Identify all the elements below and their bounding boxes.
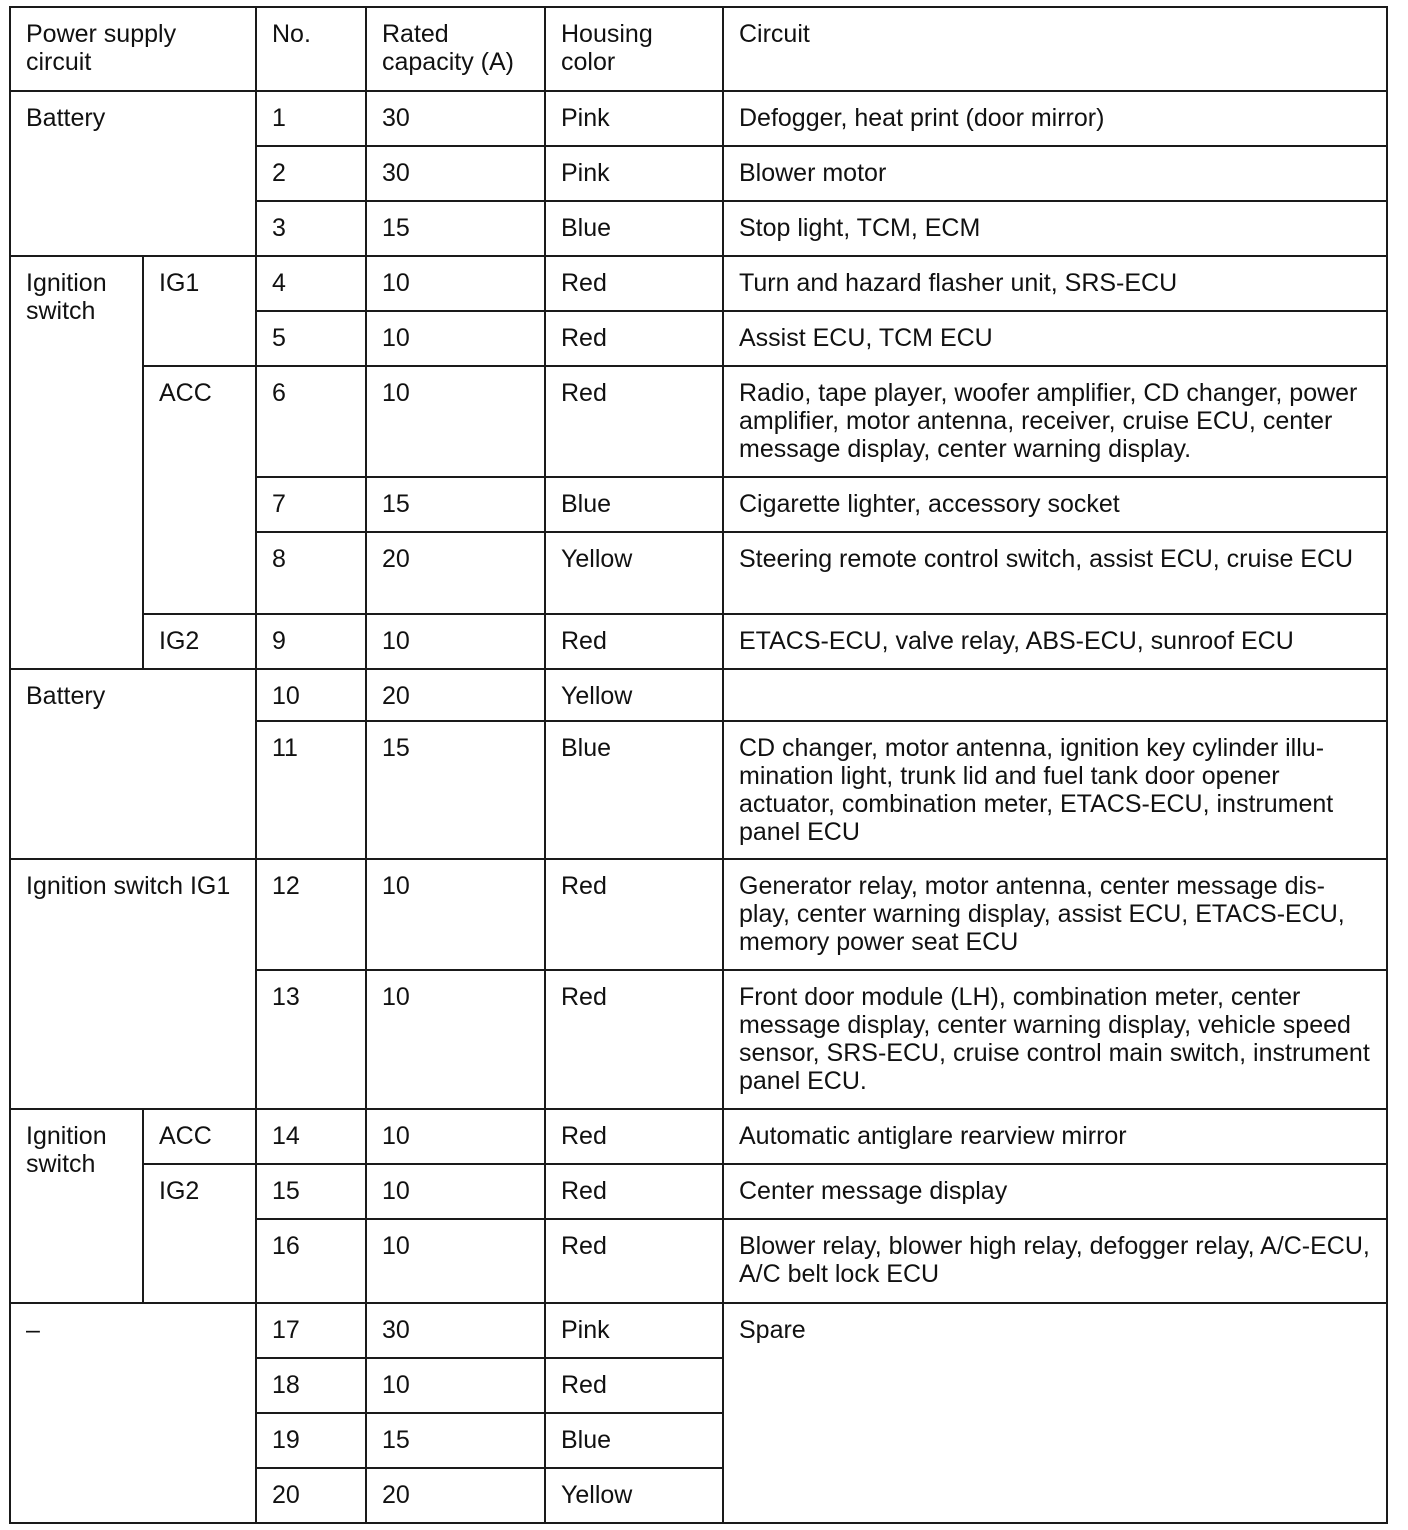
header-housing-color: Housing color <box>545 7 723 91</box>
cell-circuit: Front door module (LH), combination meter, center message display, center warning display, vehicle speed sensor, SRS-ECU, cruise control main switch, instrument panel ECU. <box>723 970 1387 1109</box>
cell-circuit: Blower relay, blower high relay, defogger relay, A/C-ECU, A/C belt lock ECU <box>723 1219 1387 1303</box>
header-rated-capacity: Rated capacity (A) <box>366 7 545 91</box>
cell-capacity: 15 <box>366 201 545 256</box>
cell-no: 3 <box>256 201 366 256</box>
header-circuit: Circuit <box>723 7 1387 91</box>
cell-no: 13 <box>256 970 366 1109</box>
cell-circuit: Defogger, heat print (door mirror) <box>723 91 1387 146</box>
cell-color: Red <box>545 1164 723 1219</box>
cell-capacity: 15 <box>366 477 545 532</box>
cell-color: Red <box>545 1219 723 1303</box>
group-ignition-switch-b: Ignition switch <box>10 1109 143 1303</box>
subgroup-acc-b: ACC <box>143 1109 256 1164</box>
table-row <box>10 1109 1387 1164</box>
cell-spare: Spare <box>723 1303 1387 1523</box>
table-row <box>10 614 1387 669</box>
cell-circuit: Blower motor <box>723 146 1387 201</box>
subgroup-acc: ACC <box>143 366 256 614</box>
cell-color: Yellow <box>545 669 723 721</box>
cell-circuit: Turn and hazard flasher unit, SRS-ECU <box>723 256 1387 311</box>
cell-capacity: 10 <box>366 970 545 1109</box>
cell-no: 19 <box>256 1413 366 1468</box>
cell-color: Yellow <box>545 1468 723 1523</box>
cell-no: 7 <box>256 477 366 532</box>
group-dash: – <box>10 1303 256 1523</box>
cell-capacity: 10 <box>366 1358 545 1413</box>
cell-no: 17 <box>256 1303 366 1358</box>
cell-circuit: Assist ECU, TCM ECU <box>723 311 1387 366</box>
cell-capacity: 30 <box>366 146 545 201</box>
table-row <box>10 1164 1387 1219</box>
cell-capacity: 15 <box>366 1413 545 1468</box>
cell-capacity: 15 <box>366 721 545 859</box>
cell-color: Red <box>545 311 723 366</box>
subgroup-ig2: IG2 <box>143 614 256 669</box>
cell-color: Blue <box>545 721 723 859</box>
cell-color: Red <box>545 970 723 1109</box>
cell-color: Blue <box>545 477 723 532</box>
cell-capacity: 10 <box>366 256 545 311</box>
cell-circuit <box>723 669 1387 721</box>
cell-capacity: 10 <box>366 1219 545 1303</box>
cell-circuit: Steering remote control switch, assist ECU, cruise ECU <box>723 532 1387 614</box>
cell-color: Red <box>545 614 723 669</box>
header-power-supply: Power supply circuit <box>10 7 256 91</box>
cell-no: 16 <box>256 1219 366 1303</box>
cell-no: 12 <box>256 859 366 970</box>
group-ignition-switch-ig1: Ignition switch IG1 <box>10 859 256 1109</box>
cell-no: 9 <box>256 614 366 669</box>
table-row <box>10 669 1387 721</box>
header-row <box>10 7 1387 91</box>
cell-capacity: 10 <box>366 1164 545 1219</box>
cell-circuit: ETACS-ECU, valve relay, ABS-ECU, sunroof ECU <box>723 614 1387 669</box>
group-battery-b: Battery <box>10 669 256 859</box>
group-battery: Battery <box>10 91 256 256</box>
cell-capacity: 10 <box>366 614 545 669</box>
cell-circuit: CD changer, motor antenna, ignition key cylinder illu-mination light, trunk lid and fuel tank door opener actuator, combination meter, ETACS-ECU, instrument panel ECU <box>723 721 1387 859</box>
cell-no: 2 <box>256 146 366 201</box>
cell-no: 5 <box>256 311 366 366</box>
cell-circuit: Stop light, TCM, ECM <box>723 201 1387 256</box>
table-row <box>10 1303 1387 1358</box>
cell-no: 4 <box>256 256 366 311</box>
cell-color: Red <box>545 1358 723 1413</box>
header-no: No. <box>256 7 366 91</box>
cell-capacity: 20 <box>366 669 545 721</box>
cell-color: Red <box>545 256 723 311</box>
cell-capacity: 10 <box>366 311 545 366</box>
cell-no: 8 <box>256 532 366 614</box>
table-row <box>10 366 1387 477</box>
cell-color: Blue <box>545 201 723 256</box>
table-row <box>10 256 1387 311</box>
cell-no: 14 <box>256 1109 366 1164</box>
cell-circuit: Automatic antiglare rearview mirror <box>723 1109 1387 1164</box>
cell-capacity: 10 <box>366 1109 545 1164</box>
cell-color: Pink <box>545 146 723 201</box>
cell-color: Yellow <box>545 532 723 614</box>
cell-no: 10 <box>256 669 366 721</box>
cell-circuit: Generator relay, motor antenna, center message dis-play, center warning display, assist ECU, ETACS-ECU, memory power seat ECU <box>723 859 1387 970</box>
cell-circuit: Cigarette lighter, accessory socket <box>723 477 1387 532</box>
group-ignition-switch: Ignition switch <box>10 256 143 669</box>
cell-capacity: 20 <box>366 532 545 614</box>
subgroup-ig2-b: IG2 <box>143 1164 256 1303</box>
cell-color: Pink <box>545 91 723 146</box>
cell-circuit: Center message display <box>723 1164 1387 1219</box>
cell-no: 11 <box>256 721 366 859</box>
cell-no: 1 <box>256 91 366 146</box>
cell-color: Red <box>545 1109 723 1164</box>
cell-no: 15 <box>256 1164 366 1219</box>
fuse-table <box>9 6 1388 1524</box>
cell-circuit: Radio, tape player, woofer amplifier, CD changer, power amplifier, motor antenna, receiver, cruise ECU, center message display, center warning display. <box>723 366 1387 477</box>
cell-no: 6 <box>256 366 366 477</box>
cell-color: Red <box>545 859 723 970</box>
cell-color: Red <box>545 366 723 477</box>
subgroup-ig1: IG1 <box>143 256 256 366</box>
cell-capacity: 10 <box>366 366 545 477</box>
cell-color: Blue <box>545 1413 723 1468</box>
table-row <box>10 859 1387 970</box>
cell-no: 20 <box>256 1468 366 1523</box>
cell-no: 18 <box>256 1358 366 1413</box>
cell-color: Pink <box>545 1303 723 1358</box>
cell-capacity: 20 <box>366 1468 545 1523</box>
table-row <box>10 91 1387 146</box>
cell-capacity: 30 <box>366 91 545 146</box>
cell-capacity: 30 <box>366 1303 545 1358</box>
cell-capacity: 10 <box>366 859 545 970</box>
